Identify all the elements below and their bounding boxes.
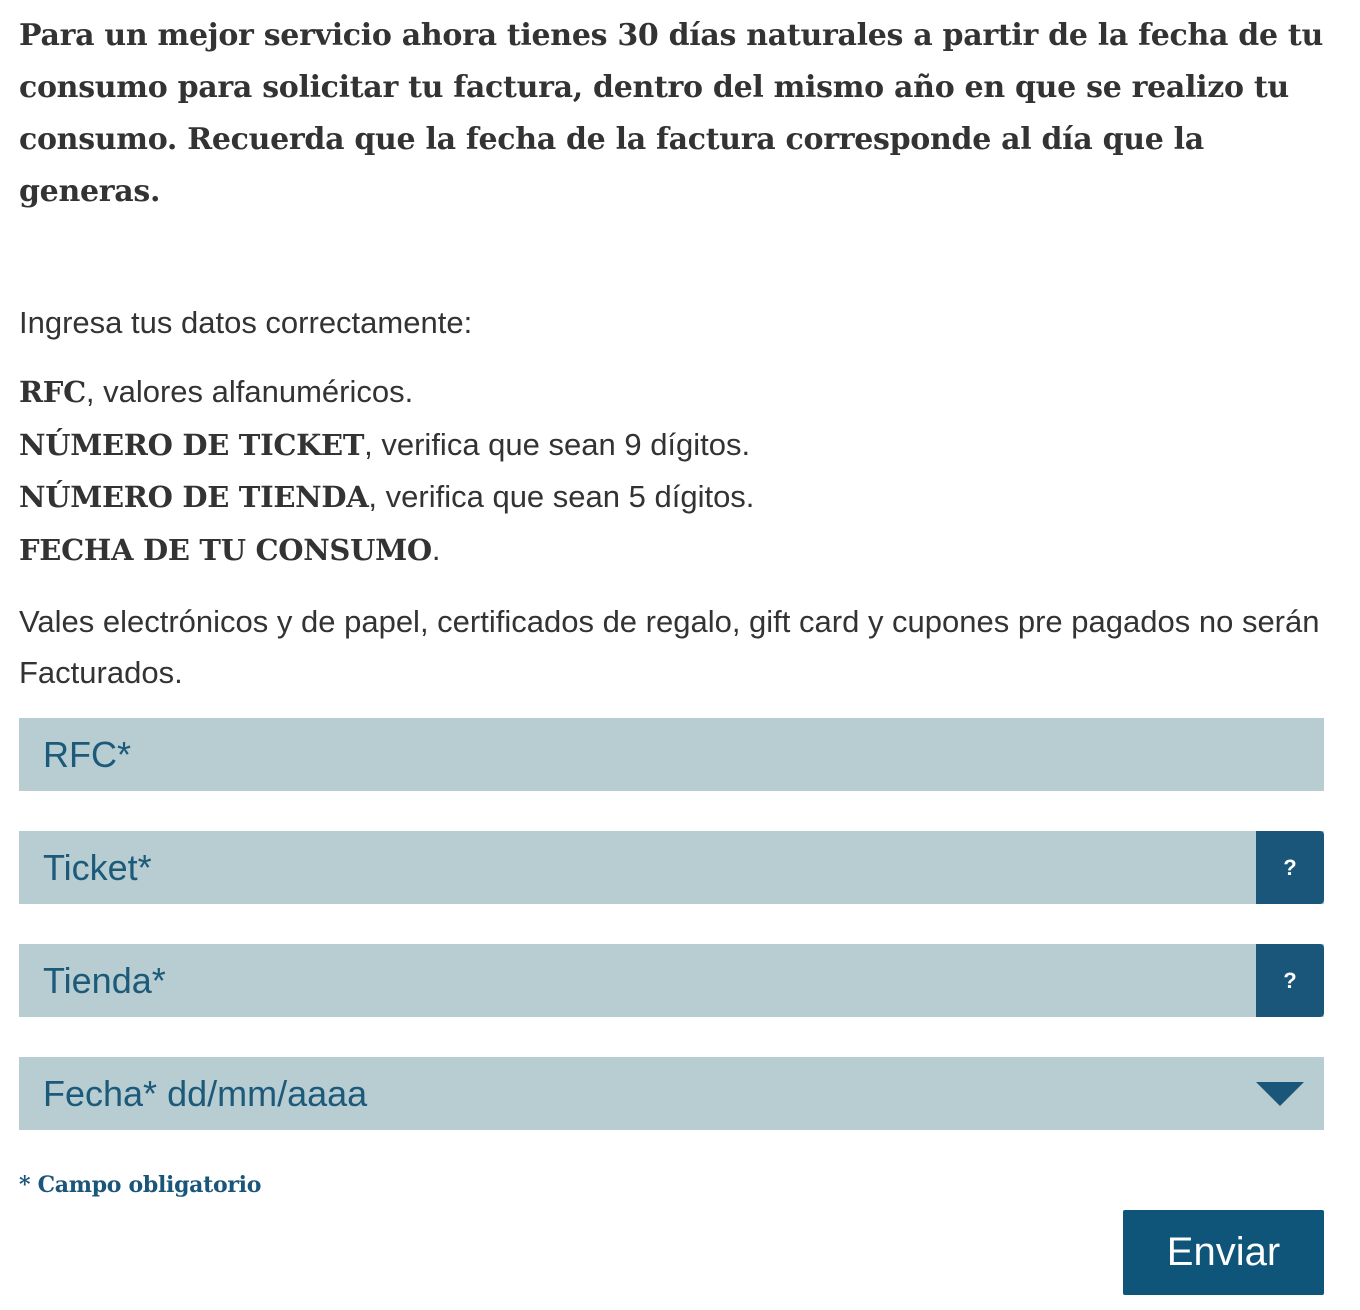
requirement-ticket bbox=[19, 419, 754, 472]
vales-note: Vales electrónicos y de papel, certificados de regalo, gift card y cupones pre pagados no serán Facturados. bbox=[19, 604, 1320, 690]
requirement-rfc bbox=[19, 366, 754, 419]
tienda-help-button[interactable] bbox=[1256, 944, 1324, 1017]
requirement-label: FECHA DE TU CONSUMO bbox=[19, 532, 432, 567]
requirement-label: RFC bbox=[19, 375, 86, 409]
requirement-label: NÚMERO DE TIENDA bbox=[19, 480, 369, 514]
requirement-detail: . bbox=[431, 531, 441, 567]
requirement-fecha bbox=[19, 524, 754, 577]
tienda-field bbox=[19, 944, 1324, 1017]
ticket-field bbox=[19, 831, 1324, 904]
ticket-input[interactable] bbox=[19, 831, 1324, 904]
notice-text: Para un mejor servicio ahora tienes 30 días naturales a partir de la fecha de tu consumo para solicitar tu factura, dentro del mismo año en que se realizo tu consumo. Recuerda que la fecha de la factura corresponde al día que la generas. bbox=[19, 18, 1323, 209]
requirements-list bbox=[19, 366, 754, 576]
tienda-input[interactable] bbox=[19, 944, 1324, 1017]
requirement-label: NÚMERO DE TICKET bbox=[19, 427, 365, 462]
ticket-help-button[interactable] bbox=[1256, 831, 1324, 904]
triangle-down-icon bbox=[1256, 1082, 1304, 1106]
question-mark-icon: ? bbox=[1283, 854, 1297, 880]
rfc-field bbox=[19, 718, 1324, 791]
fecha-date-picker[interactable] bbox=[19, 1057, 1324, 1130]
submit-button[interactable]: Enviar bbox=[1123, 1210, 1324, 1295]
requirement-detail: , verifica que sean 5 dígitos. bbox=[368, 479, 755, 514]
required-field-note: * Campo obligatorio bbox=[19, 1172, 262, 1198]
requirement-detail: , verifica que sean 9 dígitos. bbox=[364, 426, 751, 462]
requirement-tienda bbox=[19, 471, 754, 524]
intro-text: Ingresa tus datos correctamente: bbox=[19, 305, 473, 340]
rfc-input[interactable] bbox=[19, 718, 1324, 791]
fecha-placeholder: Fecha* dd/mm/aaaa bbox=[43, 1073, 368, 1114]
requirement-detail: , valores alfanuméricos. bbox=[85, 374, 414, 409]
question-mark-icon: ? bbox=[1283, 967, 1297, 993]
